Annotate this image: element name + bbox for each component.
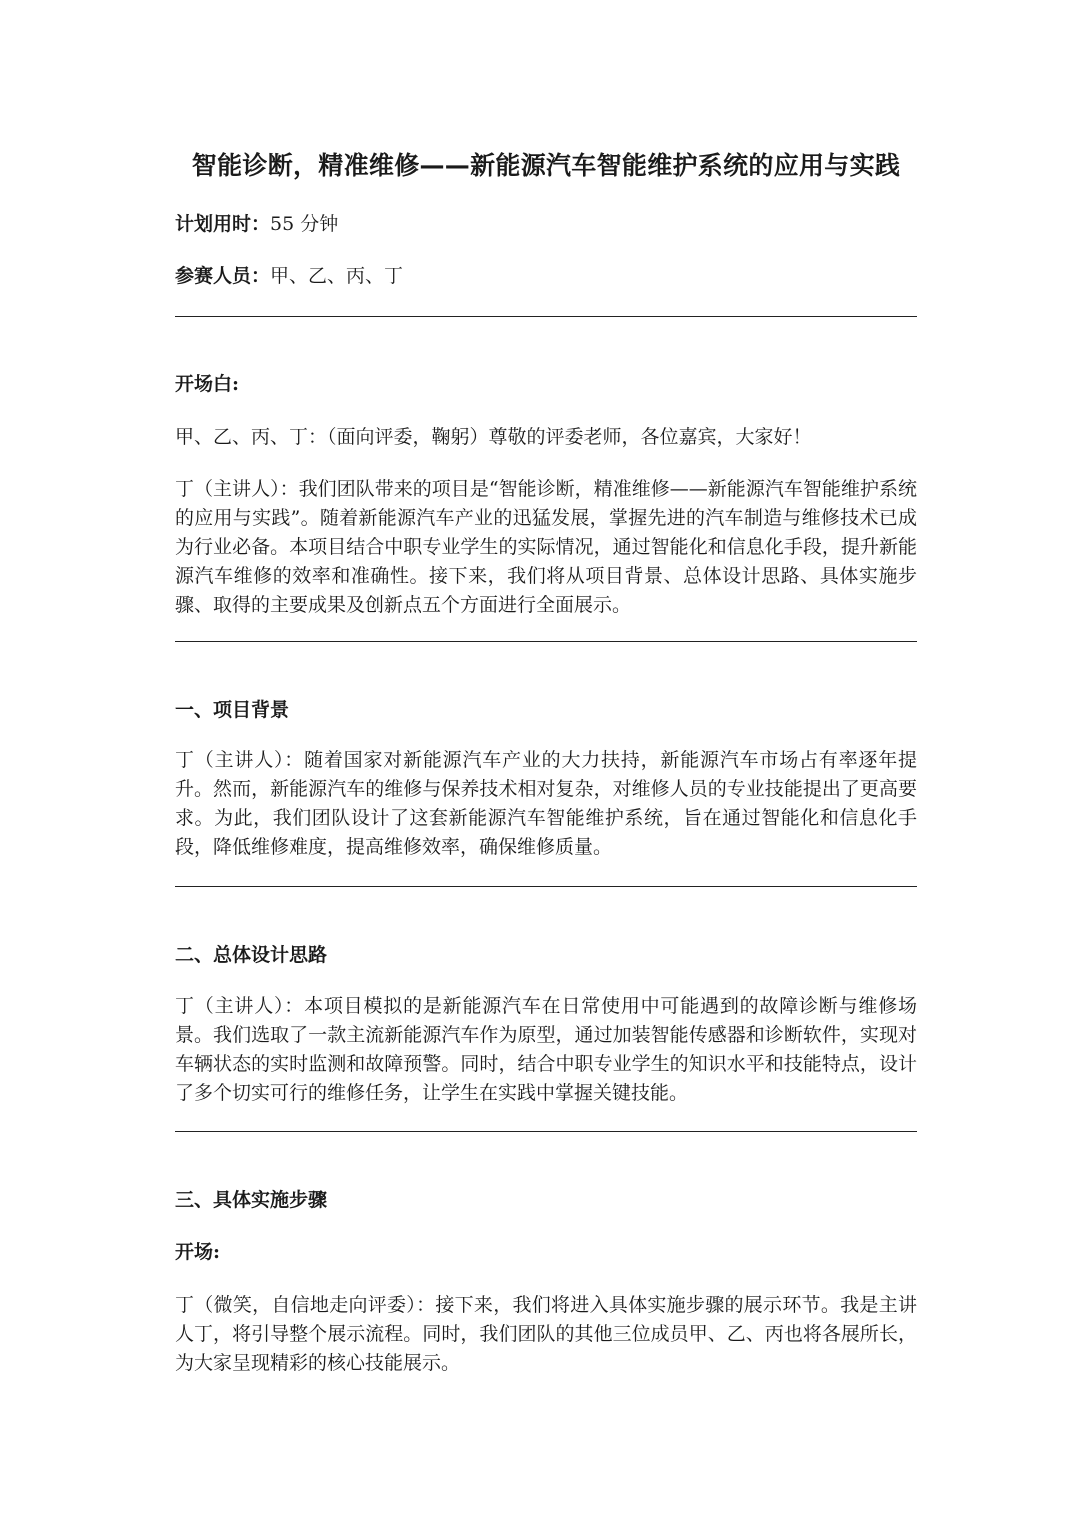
participants <box>175 262 403 290</box>
plan-time-value: 55 分钟 <box>270 213 339 235</box>
section-heading-background: 一、项目背景 <box>175 699 290 721</box>
implementation-paragraph: 丁（微笑，自信地走向评委）：接下来，我们将进入具体实施步骤的展示环节。我是主讲人丁，将引导整个展示流程。同时，我们团队的其他三位成员甲、乙、丙也将各展所长，为大家呈现精彩的核心技能展示。 <box>175 1294 917 1374</box>
document-title: 智能诊断，精准维修——新能源汽车智能维护系统的应用与实践 <box>191 151 901 180</box>
section-paragraph-design: 丁（主讲人）：本项目模拟的是新能源汽车在日常使用中可能遇到的故障诊断与维修场景。我们选取了一款主流新能源汽车作为原型，通过加装智能传感器和诊断软件，实现对车辆状态的实时监测和故障预警。同时，结合中职专业学生的知识水平和技能特点，设计了多个切实可行的维修任务，让学生在实践中掌握关键技能。 <box>175 995 917 1104</box>
divider <box>175 641 917 642</box>
implementation-subheading: 开场: <box>175 1241 221 1263</box>
section-paragraph-background: 丁（主讲人）：随着国家对新能源汽车产业的大力扶持，新能源汽车市场占有率逐年提升。然而，新能源汽车的维修与保养技术相对复杂，对维修人员的专业技能提出了更高要求。为此，我们团队设计了这套新能源汽车智能维护系统，旨在通过智能化和信息化手段，降低维修难度，提高维修效率，确保维修质量。 <box>175 749 917 858</box>
plan-time <box>175 210 338 238</box>
opening-heading: 开场白: <box>175 373 240 395</box>
participants-value: 甲、乙、丙、丁 <box>270 265 404 287</box>
divider <box>175 886 917 887</box>
divider <box>175 316 917 317</box>
opening-greeting: 甲、乙、丙、丁：（面向评委，鞠躬）尊敬的评委老师，各位嘉宾，大家好！ <box>175 426 812 448</box>
section-heading-design: 二、总体设计思路 <box>175 944 328 966</box>
participants-label: 参赛人员： <box>175 265 271 287</box>
section-heading-implementation: 三、具体实施步骤 <box>175 1189 328 1211</box>
plan-time-label: 计划用时： <box>175 213 271 235</box>
opening-paragraph: 丁（主讲人）：我们团队带来的项目是“智能诊断，精准维修——新能源汽车智能维护系统的应用与实践”。随着新能源汽车产业的迅猛发展，掌握先进的汽车制造与维修技术已成为行业必备。本项目结合中职专业学生的实际情况，通过智能化和信息化手段，提升新能源汽车维修的效率和准确性。接下来，我们将从项目背景、总体设计思路、具体实施步骤、取得的主要成果及创新点五个方面进行全面展示。 <box>175 478 917 616</box>
divider <box>175 1131 917 1132</box>
